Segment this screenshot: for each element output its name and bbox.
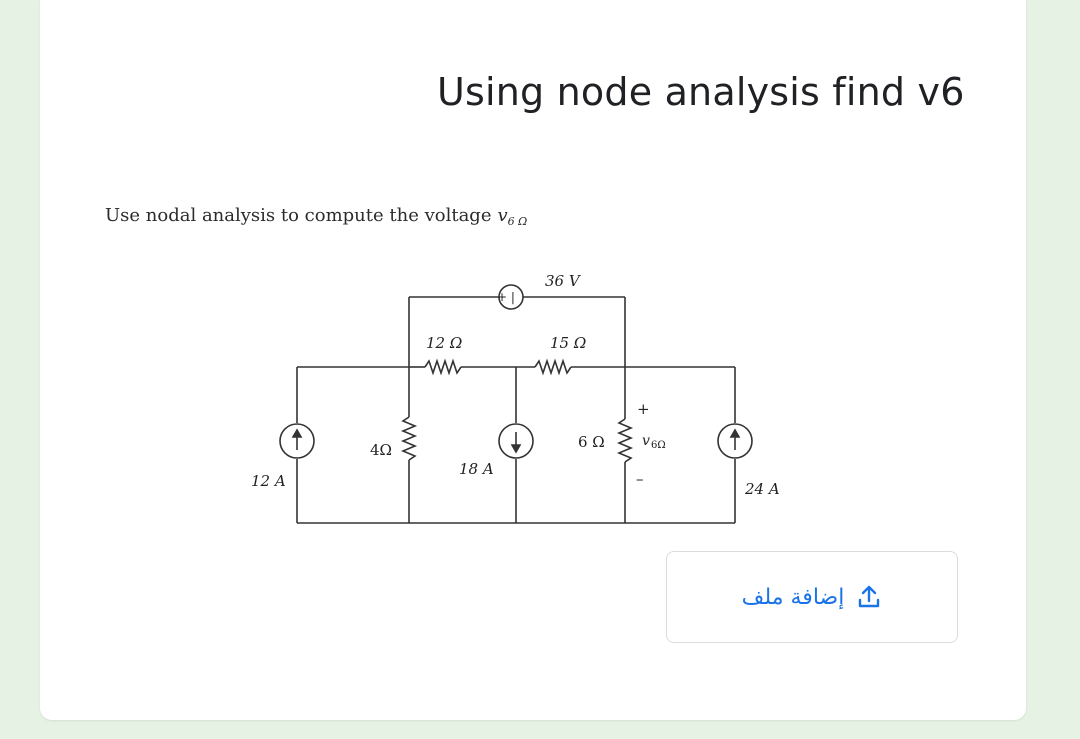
add-file-label: إضافة ملف <box>741 584 845 610</box>
label-24a: 24 A <box>745 480 780 498</box>
resistor-15ohm <box>535 361 571 373</box>
problem-text: Use nodal analysis to compute the voltage <box>105 205 492 226</box>
label-6ohm: 6 Ω <box>578 433 605 451</box>
label-v6-subscript: 6Ω <box>651 440 666 451</box>
voltage-source-polarity: + | <box>497 290 515 304</box>
add-file-button[interactable] <box>666 551 958 643</box>
question-title: Using node analysis find v6 <box>437 70 965 114</box>
problem-variable-subscript: 6 Ω <box>507 215 528 228</box>
label-v6-minus: – <box>636 470 644 488</box>
resistor-6ohm <box>619 419 631 462</box>
label-36v: 36 V <box>545 272 580 290</box>
problem-variable-letter: v <box>497 205 508 226</box>
label-15ohm: 15 Ω <box>550 334 587 352</box>
label-4ohm: 4Ω <box>370 441 392 459</box>
label-12ohm: 12 Ω <box>426 334 463 352</box>
upload-icon <box>856 584 882 610</box>
resistor-4ohm <box>403 417 415 460</box>
label-v6-plus: + <box>637 400 650 418</box>
resistor-12ohm <box>425 361 461 373</box>
label-v6: v <box>642 433 650 449</box>
label-18a: 18 A <box>459 460 494 478</box>
label-12a: 12 A <box>251 472 286 490</box>
